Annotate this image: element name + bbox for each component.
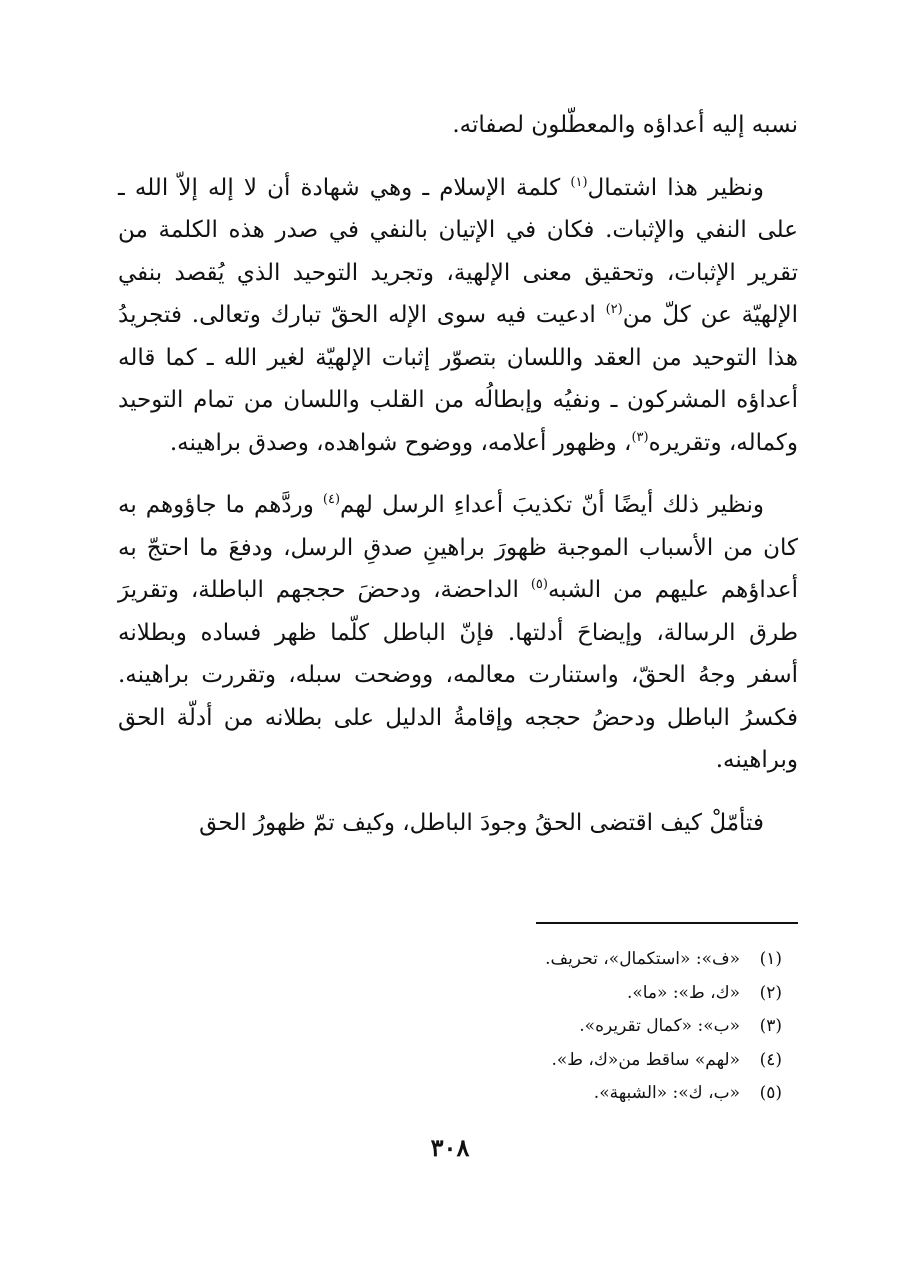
- footnote-3: [545, 1010, 782, 1044]
- footnote-text: «ك، ط»: «ما».: [626, 982, 740, 1003]
- paragraph-text: ادعيت فيه سوى الإله الحقّ تبارك وتعالى. فتجريدُ هذا التوحيد من العقد واللسان بتصوّر إثبات الإلهيّة لغير الله ـ كما قاله أعداؤه المشركون ـ ونفيُه وإبطالُه من القلب واللسان من تمام التوحيد وكماله، وتقريره: [118, 302, 798, 456]
- main-text: [118, 104, 798, 844]
- footnote-number: (٢): [759, 982, 782, 1003]
- paragraph-1: [118, 104, 798, 147]
- paragraph-2: [118, 167, 798, 465]
- footnote-number: (٥): [759, 1083, 782, 1103]
- footnote-ref-1: (١): [570, 174, 588, 190]
- paragraph-text: ونظير هذا اشتمال: [587, 174, 765, 201]
- footnote-ref-2: (٢): [605, 302, 623, 317]
- paragraph-text: كلمة الإسلام ـ وهي شهادة أن لا إله إلاّ الله ـ على النفي والإثبات. فكان في الإتيان بالنفي في صدر هذه الكلمة من تقرير الإثبات، وتحقيق معنى الإلهية، وتجريد التوحيد الذي يُقصد بنفي الإلهيّة عن كلّ من: [118, 174, 799, 328]
- footnote-text: «ب، ك»: «الشبهة».: [593, 1083, 740, 1103]
- paragraph-text: وردَّهم ما جاؤوهم به كان من الأسباب الموجبة ظهورَ براهينِ صدقِ الرسل، ودفعَ ما احتجّ به أعداؤهم عليهم من الشبه: [118, 492, 798, 603]
- footnote-5: [545, 1077, 782, 1111]
- paragraph-4: [118, 802, 798, 845]
- footnote-text: «ب»: «كمال تقريره».: [579, 1016, 740, 1036]
- footnote-divider: [536, 922, 798, 924]
- paragraph-text: نسبه إليه أعداؤه والمعطّلون لصفاته.: [452, 112, 798, 138]
- footnote-4: [545, 1044, 782, 1078]
- footnote-number: (٣): [759, 1016, 782, 1036]
- footnote-ref-4: (٤): [322, 492, 341, 507]
- paragraph-text: ونظير ذلك أيضًا أنّ تكذيبَ أعداءِ الرسل لهم: [340, 492, 764, 518]
- footnote-ref-5: (٥): [530, 577, 548, 592]
- paragraph-3: [118, 484, 798, 782]
- footnote-number: (١): [759, 949, 782, 969]
- page-number: ٣٠٨: [430, 1133, 470, 1162]
- paragraph-text: ، وظهور أعلامه، ووضوح شواهده، وصدق براهينه.: [169, 429, 632, 456]
- footnote-1: [545, 943, 782, 977]
- footnote-text: «لهم» ساقط من«ك، ط».: [551, 1049, 740, 1070]
- footnote-text: «ف»: «استكمال»، تحريف.: [545, 949, 740, 969]
- paragraph-text: الداحضة، ودحضَ حججهم الباطلة، وتقريرَ طرق الرسالة، وإيضاحَ أدلتها. فإنّ الباطل كلّما ظهر فساده وبطلانه أسفر وجهُ الحقّ، واستنارت معالمه، ووضحت سبله، وتقررت براهينه. فكسرُ الباطل ودحضُ حججه وإقامةُ الدليل على بطلانه من أدلّة الحق وبراهينه.: [118, 577, 798, 773]
- footnote-ref-3: (٣): [631, 429, 649, 445]
- footnote-2: [545, 977, 782, 1011]
- footnote-number: (٤): [759, 1049, 782, 1070]
- paragraph-text: فتأمّلْ كيف اقتضى الحقُ وجودَ الباطل، وكيف تمّ ظهورُ الحق: [199, 809, 764, 836]
- footnotes: [545, 943, 782, 1111]
